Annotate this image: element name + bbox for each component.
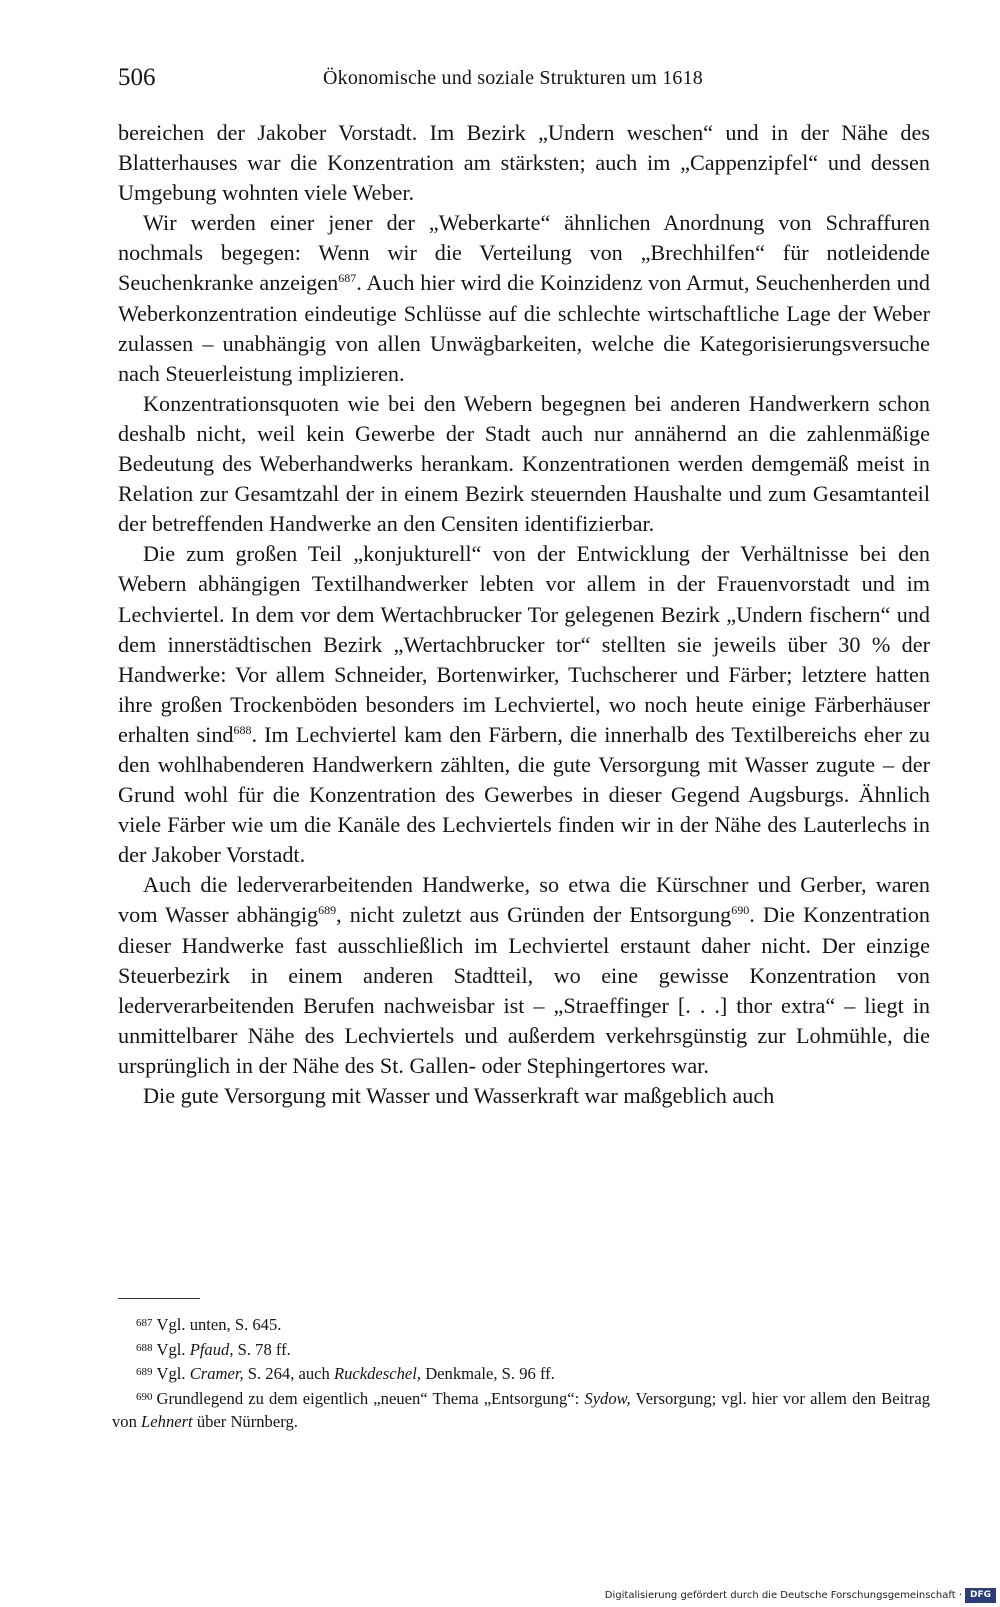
digitization-credit: Digitalisierung gefördert durch die Deutsche Forschungsgemeinschaft ·: [604, 1590, 962, 1601]
paragraph-6: Die gute Versorgung mit Wasser und Wasserkraft war maßgeblich auch: [143, 1083, 775, 1108]
footnote-ref-689: 689: [318, 903, 337, 918]
paragraph-1: bereichen der Jakober Vorstadt. Im Bezirk „Undern weschen“ und in der Nähe des Blatterhauses war die Konzentration am stärksten; auch im „Cappenzipfel“ und dessen Umgebung wohnten viele Weber.: [118, 120, 930, 206]
footnote-number: 687: [136, 1317, 153, 1329]
footnote-text: Grundlegend zu dem eigentlich „neuen“ Thema „Entsorgung“:: [156, 1388, 585, 1408]
paragraph-5-text-c: . Die Konzentration dieser Handwerke fast ausschließlich im Lechviertel erstaunt daher nicht. Der einzige Steuerbezirk in einem anderen Stadtteil, wo eine gewisse Konzentration von lederverarbeitenden Berufen nachweisbar ist – „Straeffinger [. . .] thor extra“ – liegt in unmittelbarer Nähe des Lechviertels und außerdem verkehrsgünstig zur Lohmühle, die ursprünglich in der Nähe des St. Gallen- oder Stephingertores war.: [118, 902, 930, 1078]
footnote-ref-687: 687: [338, 271, 357, 286]
footnote-690: [112, 1386, 930, 1434]
dfg-logo: DFG: [965, 1588, 996, 1603]
footnote-ref-688: 688: [233, 722, 252, 737]
footnote-text: S. 264, auch: [243, 1364, 334, 1383]
paragraph-3: Konzentrationsquoten wie bei den Webern begegnen bei anderen Handwerkern schon deshalb nicht, weil kein Gewerbe der Stadt auch nur annähernd an die zahlenmäßige Bedeutung des Weberhandwerks herankam. Konzentrationen werden demgemäß meist in Relation zur Gesamtzahl der in einem Bezirk steuernden Haushalte und zum Gesamtanteil der betreffenden Handwerke an den Censiten identifizierbar.: [118, 390, 930, 537]
footnote-text: Vgl. unten, S. 645.: [156, 1315, 282, 1334]
footnote-text: Vgl.: [156, 1364, 190, 1383]
paragraph-5-text-b: , nicht zuletzt aus Gründen der Entsorgung: [336, 902, 732, 928]
footnote-688: [112, 1337, 930, 1362]
paragraph-2: [118, 208, 930, 389]
footnote-author: Cramer,: [189, 1364, 244, 1383]
page-number: 506: [118, 64, 156, 91]
paragraph-4: [118, 539, 930, 870]
footnote-687: [112, 1312, 930, 1337]
paragraph-4-text-b: . Im Lechviertel kam den Färbern, die innerhalb des Textilbereichs eher zu den wohlhabenderen Handwerkern zählten, die gute Versorgung mit Wasser zugute – der Grund wohl für die Konzentration des Gewerbes in dieser Gegend Augsburgs. Ähnlich viele Färber wie um die Kanäle des Lechviertels finden wir in der Nähe des Lauterlechs in der Jakober Vorstadt.: [118, 721, 930, 868]
body-text: [118, 118, 930, 1111]
footnote-text: S. 78 ff.: [233, 1339, 291, 1359]
page-header: [118, 60, 930, 96]
footnote-text: über Nürnberg.: [192, 1412, 298, 1431]
paragraph-2-text-b: . Auch hier wird die Koinzidenz von Armut, Seuchenherden und Weberkonzentration eindeutige Schlüsse auf die schlechte wirtschaftliche Lage der Weber zulassen – unabhängig von allen Unwägbarkeiten, welche die Kategorisierungsversuche nach Steuerleistung implizieren.: [118, 270, 931, 386]
running-title: Ökonomische und soziale Strukturen um 1618: [323, 67, 704, 89]
paragraph-5-text-a: Auch die lederverarbeitenden Handwerke, so etwa die Kürschner und Gerber, waren vom Wasser abhängig: [118, 872, 930, 928]
paragraph-4-text-a: Die zum großen Teil „konjukturell“ von der Entwicklung der Verhältnisse bei den Webern abhängigen Textilhandwerker lebten vor allem in der Frauenvorstadt und im Lechviertel. In dem vor dem Wertachbrucker Tor gelegenen Bezirk „Undern fischern“ und dem innerstädtischen Bezirk „Wertachbrucker tor“ stellten sie jeweils über 30 % der Handwerke: Vor allem Schneider, Bortenwirker, Tuchscherer und Färber; letztere hatten ihre großen Trockenböden besonders im Lechviertel, wo noch heute einige Färberhäuser erhalten sind: [118, 541, 930, 747]
paragraph-2-text-a: Wir werden einer jener der „Weberkarte“ ähnlichen Anordnung von Schraffuren nochmals begegen: Wenn wir die Verteilung von „Brechhilfen“ für notleidende Seuchenkranke anzeigen: [118, 210, 930, 296]
footnote-author: Ruckdeschel,: [333, 1364, 422, 1383]
footnotes: [112, 1312, 930, 1434]
footnote-text: Versorgung; vgl. hier vor allem den Beitrag von: [112, 1388, 930, 1431]
footnote-number: 690: [136, 1390, 153, 1403]
footnote-author: Sydow,: [584, 1388, 631, 1408]
footnote-author: Pfaud,: [189, 1339, 234, 1359]
footnote-separator: [118, 1298, 200, 1299]
footnote-number: 688: [136, 1341, 153, 1354]
paragraph-5: [118, 870, 930, 1081]
footnote-689: [112, 1361, 930, 1386]
footnote-ref-690: 690: [731, 903, 750, 918]
footnote-author: Lehnert: [141, 1412, 193, 1431]
footnote-text: Vgl.: [156, 1339, 190, 1359]
footnote-number: 689: [136, 1366, 153, 1378]
footnote-text: Denkmale, S. 96 ff.: [421, 1364, 555, 1383]
